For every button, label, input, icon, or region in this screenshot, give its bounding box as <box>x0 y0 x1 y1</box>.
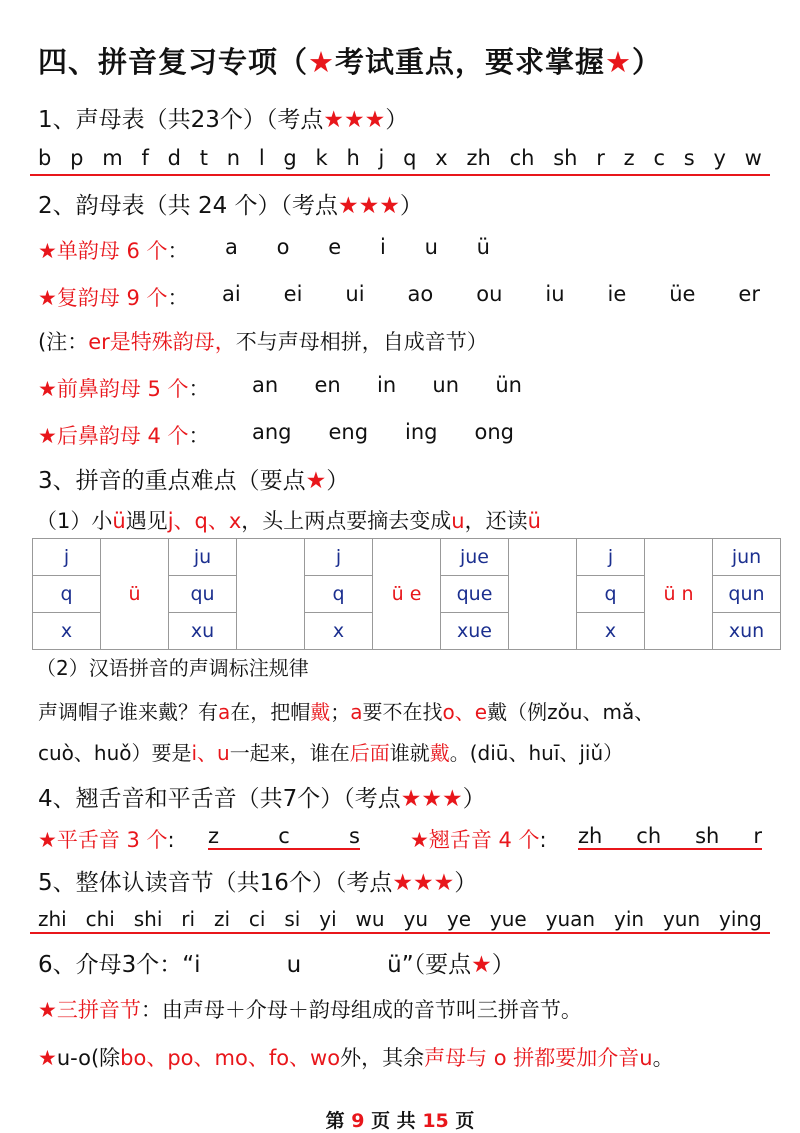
whole-syllables-list <box>38 907 762 931</box>
initial-item: c <box>278 824 290 848</box>
star-icon: ★ <box>308 45 336 79</box>
back-nasal-list <box>252 420 514 444</box>
final-item: u <box>424 235 438 259</box>
divider <box>30 932 770 934</box>
final-item: ui <box>345 282 365 306</box>
table-row: x xu x xue x xun <box>33 613 781 650</box>
initial-item: d <box>167 146 181 170</box>
whole-syllables-heading: 5、整体认读音节（共16个）（考点★★★） <box>38 870 478 896</box>
retroflex-list <box>578 824 762 850</box>
syllable-item: zi <box>213 907 231 931</box>
initial-item: x <box>435 146 448 170</box>
compound-finals-label: ★复韵母 9 个： <box>38 286 189 310</box>
final-item: ün <box>495 373 522 397</box>
initial-item: r <box>753 824 762 848</box>
syllable-item: yuan <box>545 907 596 931</box>
final-item: i <box>379 235 386 259</box>
front-nasal-list <box>252 373 522 397</box>
initial-item: zh <box>466 146 491 170</box>
initial-item: y <box>713 146 726 170</box>
syllable-item: yin <box>613 907 645 931</box>
initial-item: q <box>403 146 417 170</box>
syllable-item: wu <box>355 907 385 931</box>
flat-tongue-label: ★平舌音 3 个: <box>38 828 175 852</box>
syllable-item: ying <box>719 907 762 931</box>
initial-item: g <box>283 146 297 170</box>
final-item: ü <box>476 235 490 259</box>
final-item: in <box>376 373 397 397</box>
finals-heading: 2、韵母表（共 24 个）（考点★★★） <box>38 193 423 219</box>
initial-item: k <box>315 146 328 170</box>
syllable-item: chi <box>85 907 115 931</box>
tone-rule-line-1: 声调帽子谁来戴？有a在，把帽戴；a要不在找o、e戴（例zǒu、mǎ、 <box>38 700 655 724</box>
final-item: iu <box>545 282 565 306</box>
initial-item: z <box>623 146 635 170</box>
final-item: o <box>276 235 290 259</box>
initial-item: n <box>226 146 241 170</box>
final-item: ou <box>476 282 503 306</box>
initial-item: h <box>346 146 360 170</box>
star-rating-icon: ★★★ <box>400 786 463 812</box>
compound-finals-list <box>222 282 760 306</box>
initial-item: c <box>653 146 665 170</box>
initials-heading: 1、声母表（共23个）（考点★★★） <box>38 107 409 133</box>
rule-u-umlaut: （1）小ü遇见j、q、x，头上两点要摘去变成u，还读ü <box>36 509 541 533</box>
initial-item: sh <box>553 146 578 170</box>
final-item: e <box>328 235 342 259</box>
single-finals-list <box>225 235 490 259</box>
single-finals-label: ★单韵母 6 个： <box>38 239 189 263</box>
syllable-item: ri <box>181 907 196 931</box>
final-item: ong <box>474 420 514 444</box>
page-total: 15 <box>422 1110 449 1132</box>
star-rating-icon: ★★★ <box>338 193 400 219</box>
initial-item: z <box>208 824 220 848</box>
medials-heading: 6、介母3个：“i u ü”（要点★） <box>38 952 515 978</box>
final-item: ai <box>222 282 241 306</box>
initial-item: s <box>349 824 360 848</box>
final-item: a <box>225 235 238 259</box>
final-item: ie <box>607 282 627 306</box>
retroflex-heading: 4、翘舌音和平舌音（共7个）（考点★★★） <box>38 786 486 812</box>
page-number: 9 <box>351 1110 365 1132</box>
final-item: er <box>738 282 760 306</box>
syllable-item: yun <box>662 907 701 931</box>
star-icon: ★ <box>605 45 633 79</box>
final-item: en <box>314 373 341 397</box>
uo-rule: ★u-o(除bo、po、mo、fo、wo外，其余声母与 o 拼都要加介音u。 <box>38 1046 674 1070</box>
star-rating-icon: ★★★ <box>392 870 455 896</box>
final-item: ing <box>405 420 438 444</box>
front-nasal-label: ★前鼻韵母 5 个： <box>38 377 210 401</box>
initial-item: l <box>258 146 265 170</box>
final-item: an <box>252 373 279 397</box>
flat-tongue-list <box>208 824 360 850</box>
tone-rule-line-2: cuò、huǒ）要是i、u一起来，谁在后面谁就戴。(diū、huī、jiǔ） <box>38 741 624 765</box>
initial-item: s <box>683 146 695 170</box>
initial-item: ch <box>636 824 662 848</box>
initial-item: sh <box>695 824 720 848</box>
star-icon: ★ <box>305 468 327 494</box>
syllable-item: yue <box>489 907 527 931</box>
syllable-item: ci <box>248 907 266 931</box>
final-item: üe <box>669 282 696 306</box>
initial-item: zh <box>578 824 603 848</box>
retroflex-label: ★翘舌音 4 个: <box>410 828 547 852</box>
initial-item: m <box>102 146 123 170</box>
initial-item: b <box>38 146 52 170</box>
tone-rule-heading: （2）汉语拼音的声调标注规律 <box>36 656 309 680</box>
syllable-item: yu <box>403 907 428 931</box>
back-nasal-label: ★后鼻韵母 4 个： <box>38 424 210 448</box>
section-title: 四、拼音复习专项（★考试重点，要求掌握★） <box>38 45 663 79</box>
triple-syllable-rule: ★三拼音节：由声母＋介母＋韵母组成的音节叫三拼音节。 <box>38 998 582 1022</box>
syllable-item: yi <box>319 907 337 931</box>
initial-item: f <box>141 146 149 170</box>
syllable-item: si <box>284 907 301 931</box>
initials-list <box>38 146 762 170</box>
final-item: ang <box>252 420 292 444</box>
key-points-heading: 3、拼音的重点难点（要点★） <box>38 468 350 494</box>
syllable-item: shi <box>133 907 163 931</box>
table-row: j ü ju j ü e jue j ü n jun <box>33 539 781 576</box>
syllable-item: zhi <box>38 907 67 931</box>
table-row: q qu q que q qun <box>33 576 781 613</box>
initial-item: j <box>378 146 385 170</box>
umlaut-rule-table <box>32 538 781 650</box>
final-item: un <box>432 373 460 397</box>
page-footer: 第 9 页 共 15 页 <box>325 1110 475 1132</box>
initial-item: r <box>596 146 605 170</box>
star-icon: ★ <box>471 952 492 978</box>
note: (注：er是特殊韵母，不与声母相拼，自成音节） <box>38 330 488 354</box>
final-item: ei <box>283 282 303 306</box>
final-item: ao <box>407 282 434 306</box>
initial-item: ch <box>509 146 535 170</box>
star-rating-icon: ★★★ <box>323 107 386 133</box>
divider <box>30 174 770 176</box>
final-item: eng <box>328 420 369 444</box>
syllable-item: ye <box>446 907 472 931</box>
initial-item: p <box>70 146 84 170</box>
initial-item: w <box>744 146 762 170</box>
initial-item: t <box>199 146 208 170</box>
